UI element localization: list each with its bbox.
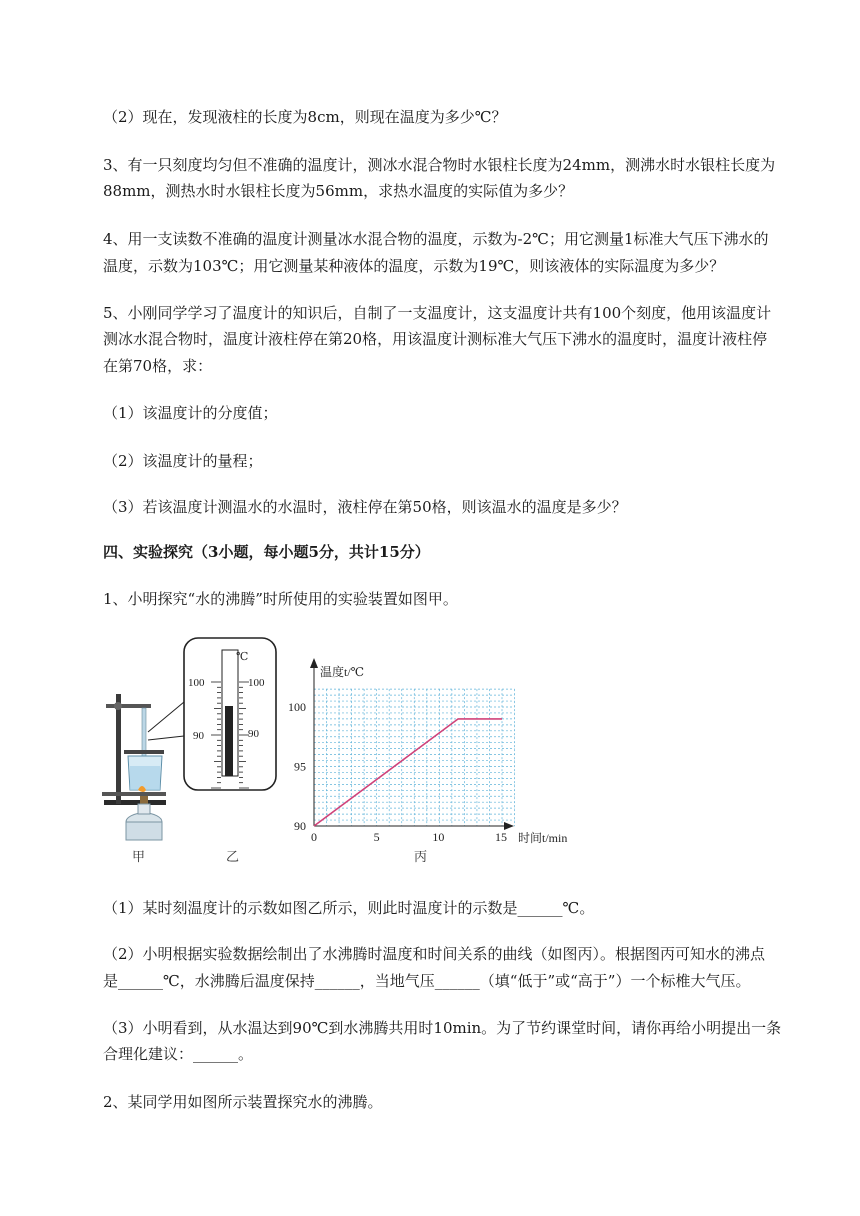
label-jia: 甲 <box>132 849 146 864</box>
y-tick-label: 90 <box>294 819 306 833</box>
y-axis-arrow <box>310 658 318 668</box>
x-tick-label: 0 <box>311 830 317 844</box>
section-heading: 四、实验探究（3小题，每小题5分，共计15分） <box>103 543 430 561</box>
thermometer-left-90: 90 <box>193 730 204 742</box>
x-tick-label: 5 <box>373 830 380 844</box>
thermometer-right-90: 90 <box>248 728 259 740</box>
question-2-2: （2）现在，发现液柱的长度为8cm，则现在温度为多少℃？ <box>103 108 507 126</box>
question-3-line-1: 3、有一只刻度均匀但不准确的温度计，测冰水混合物时水银柱长度为24mm，测沸水时水银柱长度为 <box>103 156 776 174</box>
experiment-2-intro: 2、某同学用如图所示装置探究水的沸腾。 <box>103 1093 383 1111</box>
chart-grid <box>314 689 515 826</box>
label-yi: 乙 <box>226 849 240 864</box>
question-4-line-2: 温度，示数为103℃；用它测量某种液体的温度，示数为19℃，则该液体的实际温度为多少？ <box>103 257 725 275</box>
y-tick-label: 95 <box>294 759 306 774</box>
x-axis-label: 时间t/min <box>518 831 568 845</box>
question-5-sub-2: （2）该温度计的量程； <box>103 452 263 470</box>
question-3-line-2: 88mm，测热水时水银柱长度为56mm，求热水温度的实际值为多少？ <box>103 182 574 200</box>
experiment-1-q3-line-1: （3）小明看到，从水温达到90℃到水沸腾共用时10min。为了节约课堂时间，请你再给小明提出一条 <box>103 1019 782 1037</box>
apparatus-illustration <box>102 694 166 864</box>
x-tick-label: 10 <box>432 830 445 844</box>
y-tick-label: 100 <box>288 700 306 714</box>
thermometer-right-100: 100 <box>248 677 265 689</box>
experiment-1-q3-line-2: 合理化建议：______。 <box>103 1045 254 1063</box>
x-tick-label: 15 <box>495 830 507 844</box>
experiment-1-q1: （1）某时刻温度计的示数如图乙所示，则此时温度计的示数是______℃。 <box>103 899 595 917</box>
thermometer-zoom <box>148 638 276 864</box>
experiment-1-q2-line-2: 是______℃，水沸腾后温度保持______，当地气压______（填“低于”或“高于”）一个标椎大气压。 <box>103 972 751 990</box>
experiment-1-q2-line-1: （2）小明根据实验数据绘制出了水沸腾时温度和时间关系的曲线（如图丙）。根据图丙可知水的沸点 <box>103 945 766 963</box>
label-bing: 丙 <box>414 849 428 864</box>
temperature-time-chart <box>288 658 567 864</box>
question-5-sub-3: （3）若该温度计测温水的水温时，液柱停在第50格，则该温水的温度是多少？ <box>103 498 627 516</box>
x-axis-arrow <box>504 822 514 830</box>
question-4-line-1: 4、用一支读数不准确的温度计测量冰水混合物的温度，示数为-2℃；用它测量1标准大气压下沸水的 <box>103 230 769 248</box>
thermometer-left-100: 100 <box>188 677 205 689</box>
y-axis-label: 温度t/℃ <box>320 665 365 679</box>
question-5-line-3: 在第70格，求： <box>103 357 213 375</box>
question-5-line-2: 测冰水混合物时，温度计液柱停在第20格，用该温度计测标准大气压下沸水的温度时，温度计液柱停 <box>103 330 768 348</box>
thermometer-unit: ℃ <box>236 651 249 663</box>
question-5-sub-1: （1）该温度计的分度值； <box>103 404 278 422</box>
experiment-figure <box>98 632 578 868</box>
question-5-line-1: 5、小刚同学学习了温度计的知识后，自制了一支温度计，这支温度计共有100个刻度，他用该温度计 <box>103 304 772 322</box>
experiment-1-intro: 1、小明探究“水的沸腾”时所使用的实验装置如图甲。 <box>103 590 458 608</box>
